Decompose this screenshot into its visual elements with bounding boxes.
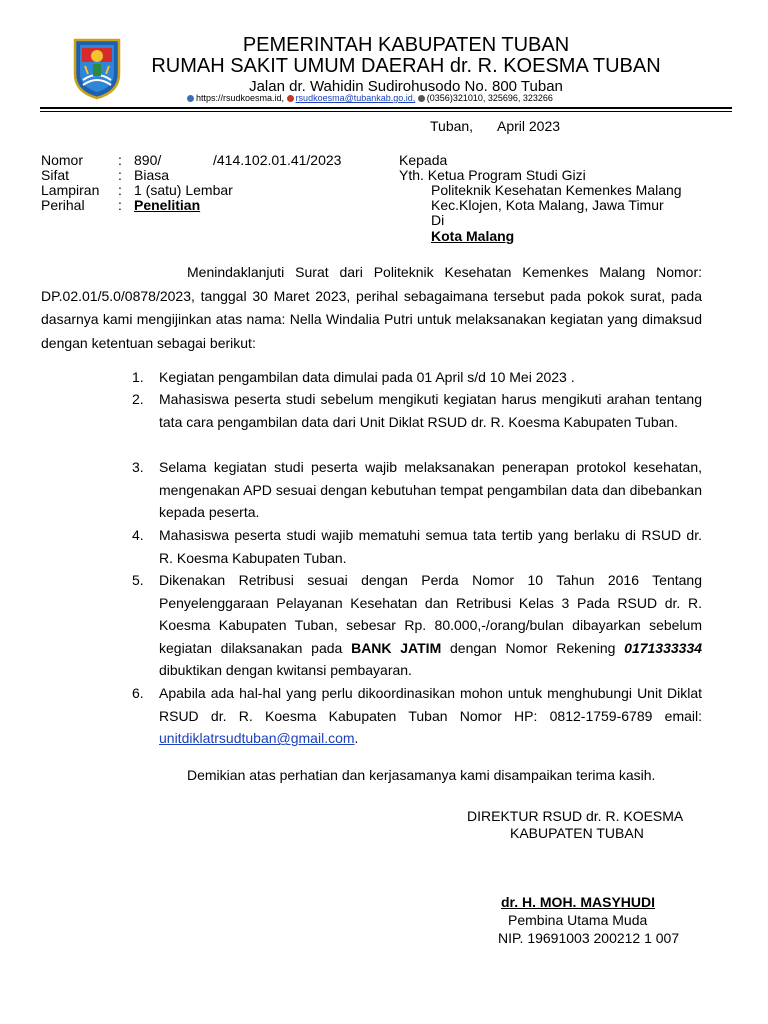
nomor-colon: :: [118, 152, 122, 168]
list-item-text: [159, 388, 702, 433]
signatory-nip: NIP. 19691003 200212 1 007: [498, 930, 680, 946]
globe-icon: [187, 95, 194, 102]
lampiran-value: 1 (satu) Lembar: [134, 182, 233, 198]
letterhead-government: PEMERINTAH KABUPATEN TUBAN: [242, 34, 570, 56]
phone-icon: [418, 95, 425, 102]
list-item-text: [159, 682, 702, 750]
list-item-body: Mahasiswa peserta studi sebelum mengikuti kegiatan harus mengikuti arahan tentang tata cara pengambilan data dari Unit Diklat RSUD dr. R. Koesma Kabupaten Tuban.: [159, 391, 702, 430]
list-item: [132, 569, 702, 682]
place: Tuban,: [430, 118, 474, 134]
list-item: [132, 388, 702, 433]
perihal-value: Penelitian: [134, 197, 201, 213]
bank-name: BANK JATIM: [351, 639, 442, 656]
contact-email-link[interactable]: unitdiklatrsudtuban@gmail.com: [159, 730, 355, 747]
email-link[interactable]: rsudkoesma@tubankab.go.id,: [295, 93, 416, 103]
list-item-text: [159, 366, 702, 389]
signature-title-2: KABUPATEN TUBAN: [510, 825, 644, 841]
website-link[interactable]: https://rsudkoesma.id,: [196, 93, 285, 103]
list-item: [132, 366, 702, 389]
signatory-rank: Pembina Utama Muda: [508, 912, 648, 928]
closing-sentence: Demikian atas perhatian dan kerjasamanya kami disampaikan terima kasih.: [187, 767, 656, 783]
list-item-body: dibuktikan dengan kwitansi pembayaran.: [159, 662, 412, 679]
nomor-value-prefix: 890/: [134, 152, 162, 168]
list-item: [132, 524, 702, 569]
sifat-colon: :: [118, 167, 122, 183]
intro-paragraph: Menindaklanjuti Surat dari Politeknik Kesehatan Kemenkes Malang Nomor: DP.02.01/5.0/0878/2023, tanggal 30 Maret 2023, perihal sebagaimana tersebut pada pokok surat, pada dasarnya kami mengijinkan atas nama: Nella Windalia Putri untuk melaksanakan kegiatan yang dimaksud dengan ketentuan sebagai berikut:: [41, 264, 702, 351]
list-item-number: 2.: [132, 391, 144, 407]
sifat-label: Sifat: [41, 167, 70, 183]
nomor-value-suffix: /414.102.01.41/2023: [213, 152, 342, 168]
recipient-line-4: Di: [431, 212, 445, 228]
letterhead-rule-thin: [40, 111, 732, 112]
list-item-number: 5.: [132, 572, 144, 588]
recipient-line-1: Yth. Ketua Program Studi Gizi: [399, 167, 586, 183]
list-item-text: [159, 456, 702, 524]
list-item: [132, 456, 702, 524]
kepada-label: Kepada: [399, 152, 448, 168]
letterhead-hospital: RUMAH SAKIT UMUM DAERAH dr. R. KOESMA TUBAN: [151, 55, 661, 77]
recipient-line-3: Kec.Klojen, Kota Malang, Jawa Timur: [431, 197, 664, 213]
list-item-text: [159, 569, 702, 682]
lampiran-label: Lampiran: [41, 182, 100, 198]
signatory-name: dr. H. MOH. MASYHUDI: [501, 894, 656, 910]
list-item-body: Mahasiswa peserta studi wajib mematuhi semua tata tertib yang berlaku di RSUD dr. R. Koesma Kabupaten Tuban.: [159, 527, 702, 566]
perihal-colon: :: [118, 197, 122, 213]
list-item-text: [159, 524, 702, 569]
list-item-number: 4.: [132, 527, 144, 543]
account-number: 0171333334: [624, 639, 703, 656]
date: April 2023: [497, 118, 561, 134]
letterhead-contact: [187, 93, 553, 103]
list-item-number: 3.: [132, 459, 144, 475]
list-item-body: Selama kegiatan studi peserta wajib melaksanakan penerapan protokol kesehatan, mengenakan APD sesuai dengan kebutuhan tempat pengambilan data dan dibebankan kepada peserta.: [159, 459, 702, 521]
sifat-value: Biasa: [134, 167, 170, 183]
list-item-number: 1.: [132, 369, 144, 385]
signature-title-1: DIREKTUR RSUD dr. R. KOESMA: [467, 808, 684, 824]
nomor-label: Nomor: [41, 152, 84, 168]
recipient-city: Kota Malang: [431, 228, 515, 244]
list-item-body: dengan Nomor Rekening: [441, 639, 625, 656]
list-item-body: Dikenakan Retribusi sesuai dengan Perda Nomor 10 Tahun 2016 Tentang Penyelenggaraan Pelayanan Kesehatan dan Retribusi Kelas 3 Pada RSUD dr. R. Koesma Kabupaten Tuban, sebesar Rp. 80.000,-/orang/bulan dibayarkan sebelum kegiatan dilaksanakan pada: [159, 572, 702, 656]
phone-numbers: (0356)321010, 325696, 323266: [426, 93, 553, 103]
list-item: [132, 682, 702, 750]
perihal-label: Perihal: [41, 197, 85, 213]
list-item-body: .: [354, 730, 359, 747]
lampiran-colon: :: [118, 182, 122, 198]
list-item-number: 6.: [132, 685, 144, 701]
letterhead-rule-thick: [40, 107, 732, 109]
mail-icon: [287, 95, 294, 102]
recipient-line-2: Politeknik Kesehatan Kemenkes Malang: [431, 182, 682, 198]
list-item-body: Apabila ada hal-hal yang perlu dikoordinasikan mohon untuk menghubungi Unit Diklat RSUD dr. R. Koesma Kabupaten Tuban Nomor HP: 0812-1759-6789 email:: [159, 685, 702, 724]
list-item-body: Kegiatan pengambilan data dimulai pada 01 April s/d 10 Mei 2023 .: [159, 369, 575, 385]
letterhead-address: Jalan dr. Wahidin Sudirohusodo No. 800 Tuban: [249, 78, 563, 95]
